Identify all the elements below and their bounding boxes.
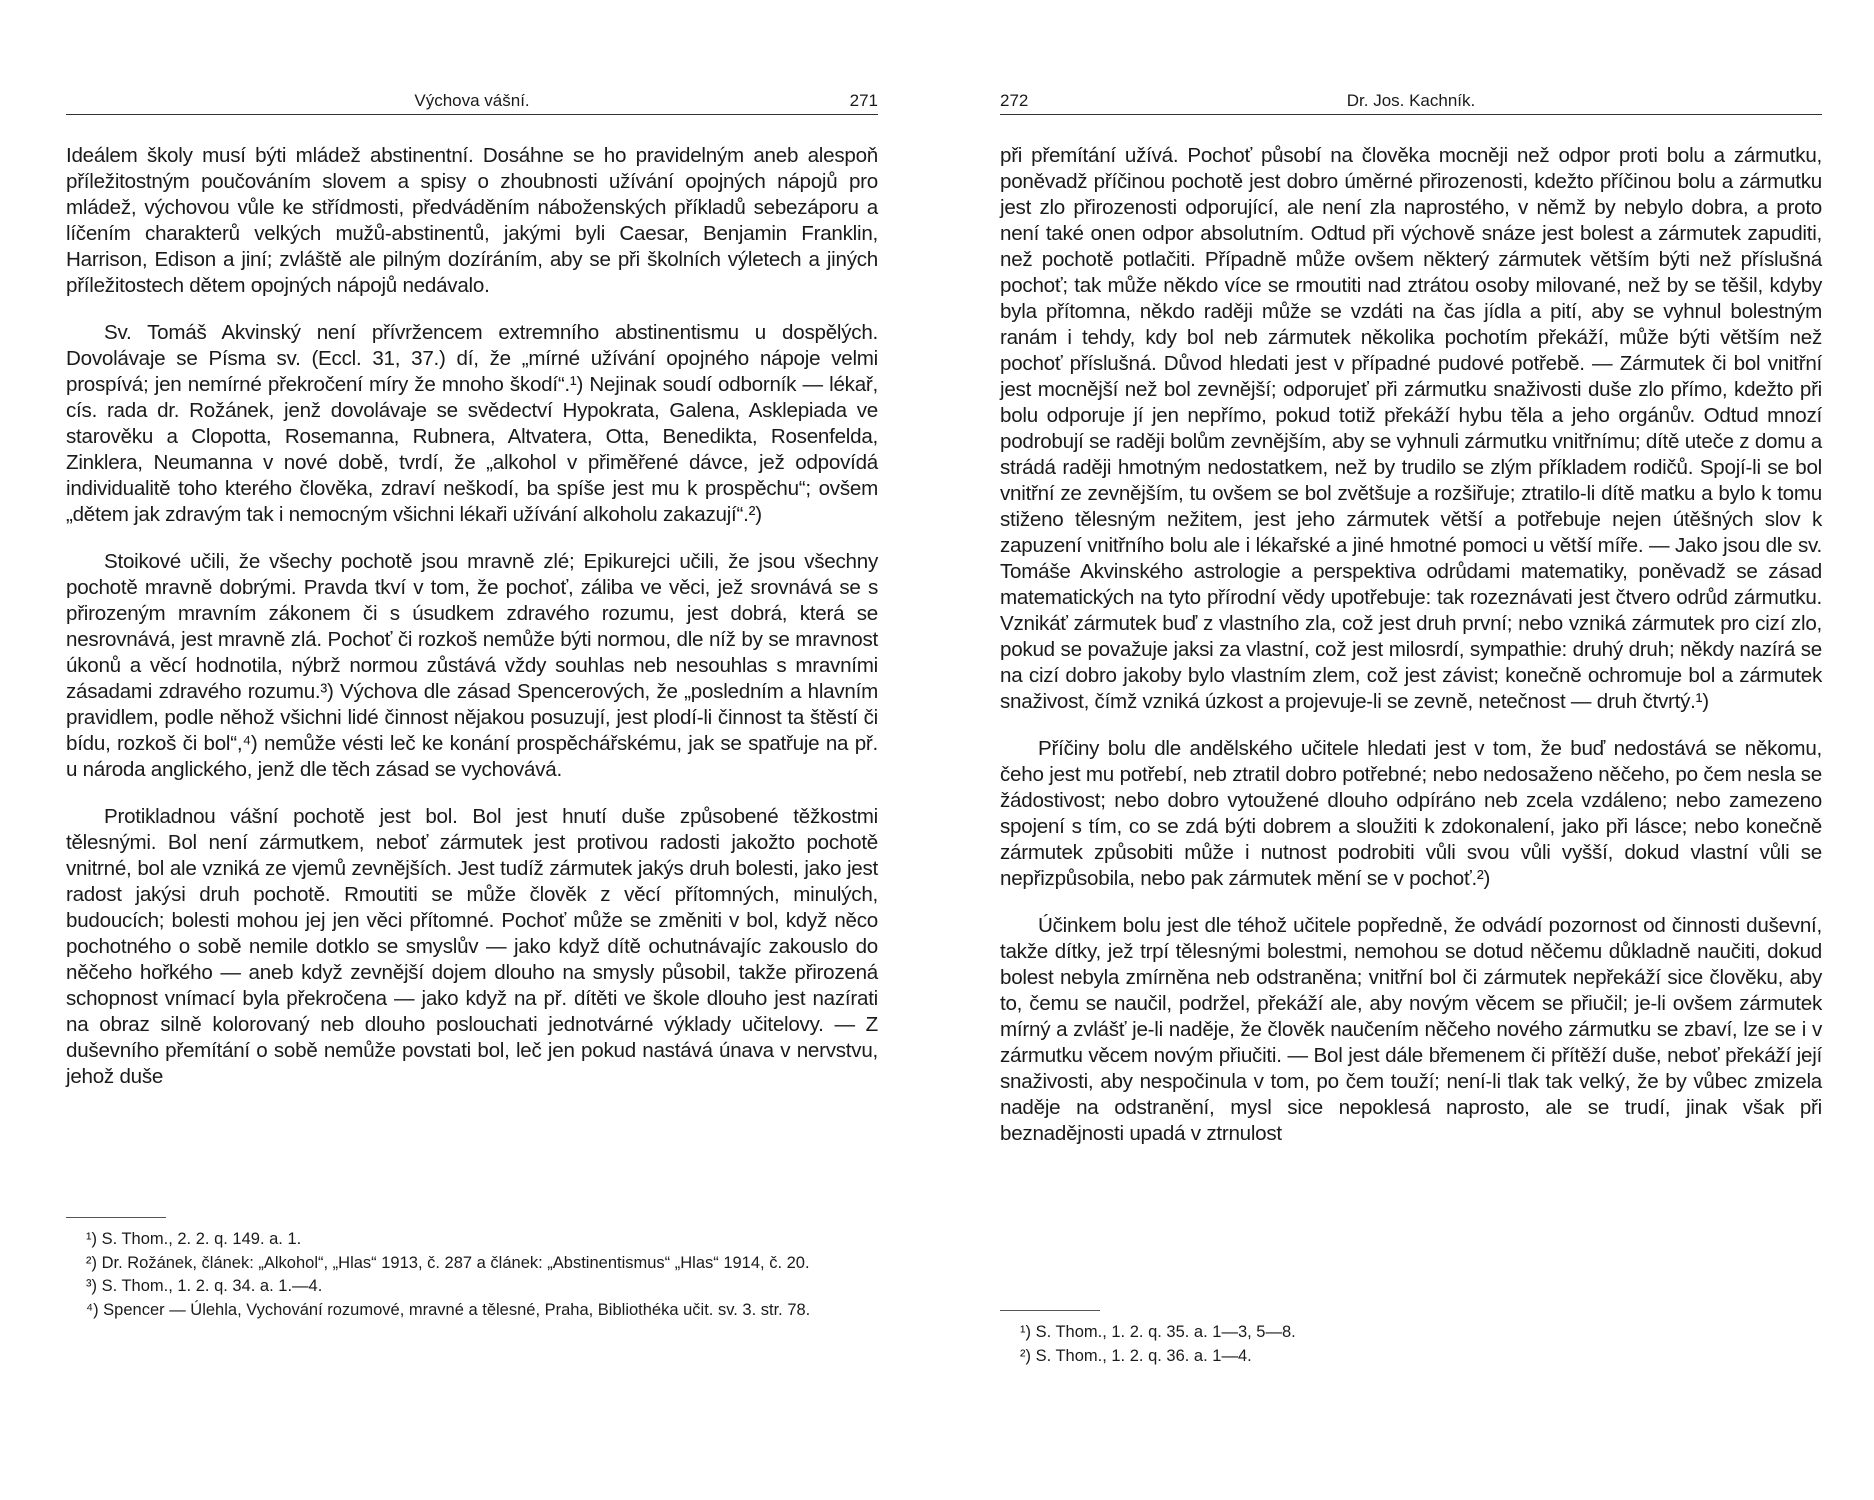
running-title: Dr. Jos. Kachník. xyxy=(1346,91,1476,110)
footnote: ²) Dr. Rožánek, článek: „Alkohol“, „Hlas“ 1913, č. 287 a článek: „Abstinentismus“ „Hlas“ 1914, č. 20. xyxy=(86,1253,810,1272)
page-number: 271 xyxy=(849,91,878,110)
footnote-rule xyxy=(1000,1310,1100,1311)
paragraph: při přemítání užívá. Pochoť působí na člověka mocněji než odpor proti bolu a zármutku, poněvadž příčinou pochotě jest dobro úměrné přirozenosti, kdežto příčinou bolu a zármutku jest zlo přirozenosti odporující, ale není zla naprostého, v němž by nebylo dobra, a proto není také onen odpor absolutním. Odtud při výchově snáze jest bolest a zármutek zapuditi, než pochotě potlačiti. Případně může ovšem některý zármutek větším býti než příslušná pochoť; tak může někdo více se rmoutiti nad ztrátou osoby milované, než by se těšil, kdyby byla přítomna, někdo raději může se vzdáti na čas jídla a pití, aby se vyhnul bolestným ranám i tehdy, kdy bol neb zármutek několika pochotím překáží, může býti větším než pochoť příslušná. Důvod hledati jest v případné pudové potřebě. — Zármutek či bol vnitřní jest mocnější než bol zevnější; odporujeť při zármutku snaživosti duše zlo přímo, kdežto při bolu odporuje jí jen nepřímo, pokud totiž překáží hybu těla a jeho orgánův. Odtud mnozí podrobují se raději bolům zevnějším, aby se vyhnuli zármutku vnitřnímu; dítě uteče z domu a strádá raději hmotným nedostatkem, než by trudilo se zlým příkladem rodičů. Spojí-li se bol vnitřní ze zevnějším, tu ovšem se bol zvětšuje a rozšiřuje; ztratilo-li dítě matku a bylo k tomu stiženo tělesným nežitem, jest jeho zármutek větší a potřebuje nejen útěšných slov k zapuzení vnitřního bolu ale i lékařské a jiné hmotné pomoci u větší míře. — Jako jsou dle sv. Tomáše Akvinského astrologie a perspektiva odrůdami matematiky, poněvadž se zásad matematických na tyto přírodní vědy upotřebuje: tak rozeznávati jest čtvero odrůd zármutku. Vznikáť zármutek buď z vlastního zla, což jest druh první; nebo vzniká zármutek pro cizí zlo, pokud se považuje jaksi za vlastní, což jest milosrdí, sympathie: druhý druh; někdy nazírá se na cizí dobro jakoby bylo vlastním zlem, což jest závist; konečně ochromuje bol a zármutek snaživost, čímž vzniká úzkost a projevuje-li se zevně, netečnost — druh čtvrtý.¹) xyxy=(1000,144,1823,713)
footnote: ¹) S. Thom., 2. 2. q. 149. a. 1. xyxy=(86,1230,302,1248)
body-text xyxy=(1000,143,1822,1168)
paragraph: Stoikové učili, že všechy pochotě jsou mravně zlé; Epikurejci učili, že jsou všechny pochotě mravně dobrými. Pravda tkví v tom, že pochoť, záliba ve věci, jež srovnává se s přirozeným mravním zákonem či s úsudkem zdravého rozumu, jest dobrá, která se nesrovnává, jest mravně zlá. Pochoť či rozkoš nemůže býti normou, dle níž by se mravnost úkonů a věcí hodnotila, nýbrž normou zůstává vždy souhlas neb nesouhlas s mravními zásadami zdravého rozumu.³) Výchova dle zásad Spencerových, že „posledním a hlavním pravidlem, podle něhož všichni lidé činnost nějakou posuzují, jest plodí-li činnost ta štěstí či bídu, rozkoš či bol“,⁴) nemůže vésti leč ke konání prospěchářskému, jak se spatřuje na př. u národa anglického, jenž dle těch zásad se vychovává. xyxy=(66,550,878,781)
running-title: Výchova vášní. xyxy=(414,91,530,110)
footnote: ⁴) Spencer — Úlehla, Vychování rozumové, mravné a tělesné, Praha, Bibliothéka učit. sv. 3. str. 78. xyxy=(86,1300,811,1319)
paragraph: Ideálem školy musí býti mládež abstinentní. Dosáhne se ho pravidelným aneb alespoň příležitostným poučováním slovem a spisy o zhoubnosti užívání opojných nápojů pro mládež, výchovou vůle ke střídmosti, předváděním náboženských příkladů sebezáporu a líčením charakterů velkých mužů-abstinentů, jakými byli Caesar, Benjamin Franklin, Harrison, Edison a jiní; zvláště ale pilným dozíráním, aby se při školních výletech a jiných příležitostech dětem opojných nápojů nedávalo. xyxy=(66,144,878,297)
footnotes xyxy=(1000,1310,1822,1368)
paragraph: Sv. Tomáš Akvinský není přívržencem extremního abstinentismu u dospělých. Dovolávaje se Písma sv. (Eccl. 31, 37.) dí, že „mírné užívání opojného nápoje velmi prospívá; jen nemírné překročení míry že mnoho škodí“.¹) Nejinak soudí odborník — lékař, cís. rada dr. Rožánek, jenž dovolávaje se svědectví Hypokrata, Galena, Asklepiada ve starověku a Clopotta, Rosemanna, Rubnera, Altvatera, Otta, Benedikta, Rosenfelda, Zinklera, Neumanna v nové době, tvrdí, že „alkohol v přiměřené dávce, jež odpovídá individualitě toho kterého člověka, zdraví neškodí, ba spíše jest mu k prospěchu“; ovšem „dětem jak zdravým tak i nemocným všichni lékaři užívání alkoholu zakazují“.²) xyxy=(66,321,878,526)
right-page xyxy=(937,0,1874,1500)
page-header xyxy=(1000,88,1822,115)
paragraph: Příčiny bolu dle andělského učitele hledati jest v tom, že buď nedostává se někomu, čeho jest mu potřebí, neb ztratil dobro potřebné; nebo nedosaženo něčeho, po čem nesla se žádostivost; nebo dobro vytoužené dlouho odpíráno neb zcela vzdáleno; nebo zamezeno spojení s tím, co se zdá býti dobrem a sloužiti k zdokonalení, jako při lásce; nebo konečně zármutek způsobiti může i nutnost podrobiti vůli svou vůli vyšší, dokud vlastní vůli se nepřizpůsobila, nebo pak zármutek mění se v pochoť.²) xyxy=(1000,737,1822,890)
footnote: ¹) S. Thom., 1. 2. q. 35. a. 1—3, 5—8. xyxy=(1020,1323,1296,1341)
footnote: ³) S. Thom., 1. 2. q. 34. a. 1.—4. xyxy=(86,1277,323,1295)
page-header xyxy=(66,88,878,115)
footnotes xyxy=(66,1217,878,1322)
paragraph: Protikladnou vášní pochotě jest bol. Bol jest hnutí duše způsobené těžkostmi tělesnými. Bol není zármutkem, neboť zármutek jest protivou radosti jakožto pochotě vnitrné, bol ale vzniká ze vjemů zevnějších. Jest tudíž zármutek jakýs druh bolesti, jako jest radost jakýsi druh pochotě. Rmoutiti se může člověk z věcí přítomných, minulých, budoucích; bolesti mohou jej jen věci přítomné. Pochoť může se změniti v bol, když něco pochotného o sobě nemile dotklo se smyslův — jako když dítě ochutnávajíc zakouslo do něčeho hořkého — aneb když zevnější dojem dlouho na smysly působil, takže přirozená schopnost vnímací byla překročena — jako když na př. dítěti ve škole dlouho jest nazírati na obraz silně kolorovaný neb dlouho poslouchati jednotvárné výklady učitelovy. — Z duševního přemítání o sobě nemůže povstati bol, leč jen pokud nastává únava v nervstvu, jehož duše xyxy=(66,805,878,1088)
page-number: 272 xyxy=(1000,91,1029,110)
footnote: ²) S. Thom., 1. 2. q. 36. a. 1—4. xyxy=(1020,1346,1252,1365)
paragraph: Účinkem bolu jest dle téhož učitele popředně, že odvádí pozornost od činnosti duševní, takže dítky, jež trpí tělesnými bolestmi, nemohou se dotud něčemu důkladně naučiti, dokud bolest nebyla zmírněna neb odstraněna; vnitřní bol či zármutek nepřekáží sice člověku, aby to, čemu se naučil, podržel, překáží ale, aby novým věcem se přiučil; je-li ovšem zármutek mírný a zvlášť je-li naděje, že člověk naučením něčeho nového zármutku se zbaví, lze se i v zármutku věcem novým přiučiti. — Bol jest dále břemenem či přítěží duše, neboť překáží její snaživosti, aby nespočinula v tom, po čem touží; není-li tlak tak velký, že by vůbec zmizela naděje na odstranění, mysl sice nepoklesá naprosto, ale se trudí, jinak však při beznadějnosti upadá v ztrnulost xyxy=(1000,914,1822,1145)
footnote-rule xyxy=(66,1217,166,1218)
body-text xyxy=(66,143,878,1111)
